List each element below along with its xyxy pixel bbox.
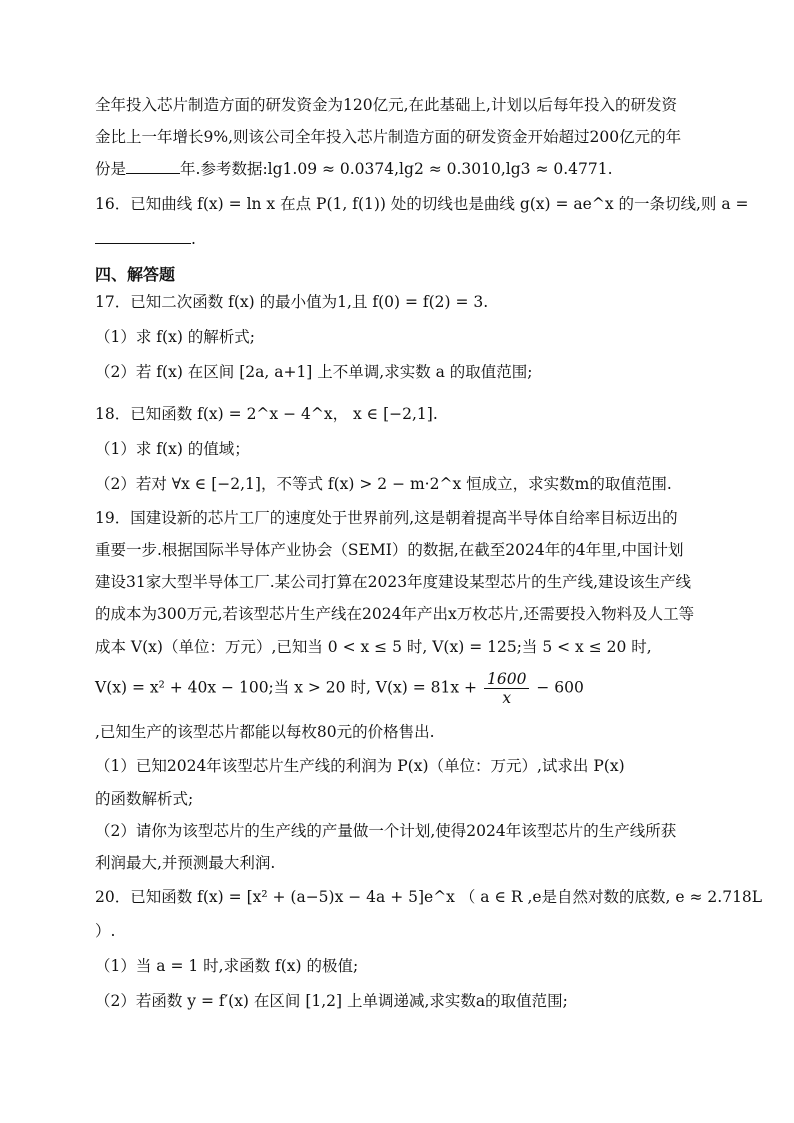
formula-line: [95, 670, 584, 707]
question-19: 19．国建设新的芯片工厂的速度处于世界前列,这是朝着提高半导体自给率目标迈出的: [95, 509, 678, 527]
text-line: [95, 229, 196, 249]
text-line: 建设31家大型半导体工厂.某公司打算在2023年度建设某型芯片的生产线,建设该生产线: [95, 573, 692, 591]
text-line: ,已知生产的该型芯片都能以每枚80元的价格售出.: [95, 723, 435, 741]
text-fragment: V(x) = x² + 40x − 100;当 x > 20 时, V(x) = 81x +: [95, 678, 478, 697]
question-20: 20．已知函数 f(x) = [x² + (a−5)x − 4a + 5]e^x （ a ∈ R ,e是自然对数的底数, e ≈ 2.718L: [95, 888, 763, 906]
answer-blank: [95, 229, 191, 244]
subquestion: （1）当 a = 1 时,求函数 f(x) 的极值;: [95, 957, 359, 975]
subquestion: （2）请你为该型芯片的生产线的产量做一个计划,使得2024年该型芯片的生产线所获: [95, 822, 677, 840]
text-line: 金比上一年增长9%,则该公司全年投入芯片制造方面的研发资金开始超过200亿元的年: [95, 128, 682, 146]
text-line: [95, 159, 613, 179]
answer-blank: [126, 159, 180, 174]
question-16: 16．已知曲线 f(x) = ln x 在点 P(1, f(1)) 处的切线也是曲线 g(x) = ae^x 的一条切线,则 a =: [95, 195, 749, 213]
subquestion: （2）若对 ∀x ∈ [−2,1]，不等式 f(x) > 2 − m·2^x 恒成立，求实数m的取值范围.: [95, 475, 672, 493]
subquestion: （2）若 f(x) 在区间 [2a, a+1] 上不单调,求实数 a 的取值范围;: [95, 363, 533, 381]
question-17: 17．已知二次函数 f(x) 的最小值为1,且 f(0) = f(2) = 3.: [95, 293, 489, 311]
text-fragment: 份是: [95, 160, 127, 178]
subquestion: （2）若函数 y = f′(x) 在区间 [1,2] 上单调递减,求实数a的取值范围;: [95, 992, 568, 1010]
text-fragment: .: [191, 230, 196, 248]
subquestion: （1）求 f(x) 的解析式;: [95, 328, 256, 346]
fraction-numerator: 1600: [484, 670, 529, 689]
section-heading: 四、解答题: [95, 265, 176, 284]
question-18: 18．已知函数 f(x) = 2^x − 4^x， x ∈ [−2,1].: [95, 405, 438, 423]
text-line: 成本 V(x)（单位：万元）,已知当 0 < x ≤ 5 时, V(x) = 125;当 5 < x ≤ 20 时,: [95, 638, 652, 656]
text-line: 的成本为300万元,若该型芯片生产线在2024年产出x万枚芯片,还需要投入物料及人工等: [95, 605, 695, 623]
text-fragment: − 600: [536, 678, 584, 697]
text-line: 利润最大,并预测最大利润.: [95, 854, 276, 872]
text-line: 的函数解析式;: [95, 790, 194, 808]
text-line: 重要一步.根据国际半导体产业协会（SEMI）的数据,在截至2024年的4年里,中国计划: [95, 541, 684, 559]
fraction: [484, 670, 529, 707]
text-line: 全年投入芯片制造方面的研发资金为120亿元,在此基础上,计划以后每年投入的研发资: [95, 96, 677, 114]
subquestion: （1）已知2024年该型芯片生产线的利润为 P(x)（单位：万元）,试求出 P(x): [95, 757, 625, 775]
text-line: ）.: [95, 922, 116, 940]
fraction-denominator: x: [502, 689, 512, 707]
subquestion: （1）求 f(x) 的值域；: [95, 440, 250, 458]
text-fragment: 年.参考数据:lg1.09 ≈ 0.0374,lg2 ≈ 0.3010,lg3 ≈ 0.4771.: [180, 160, 613, 178]
